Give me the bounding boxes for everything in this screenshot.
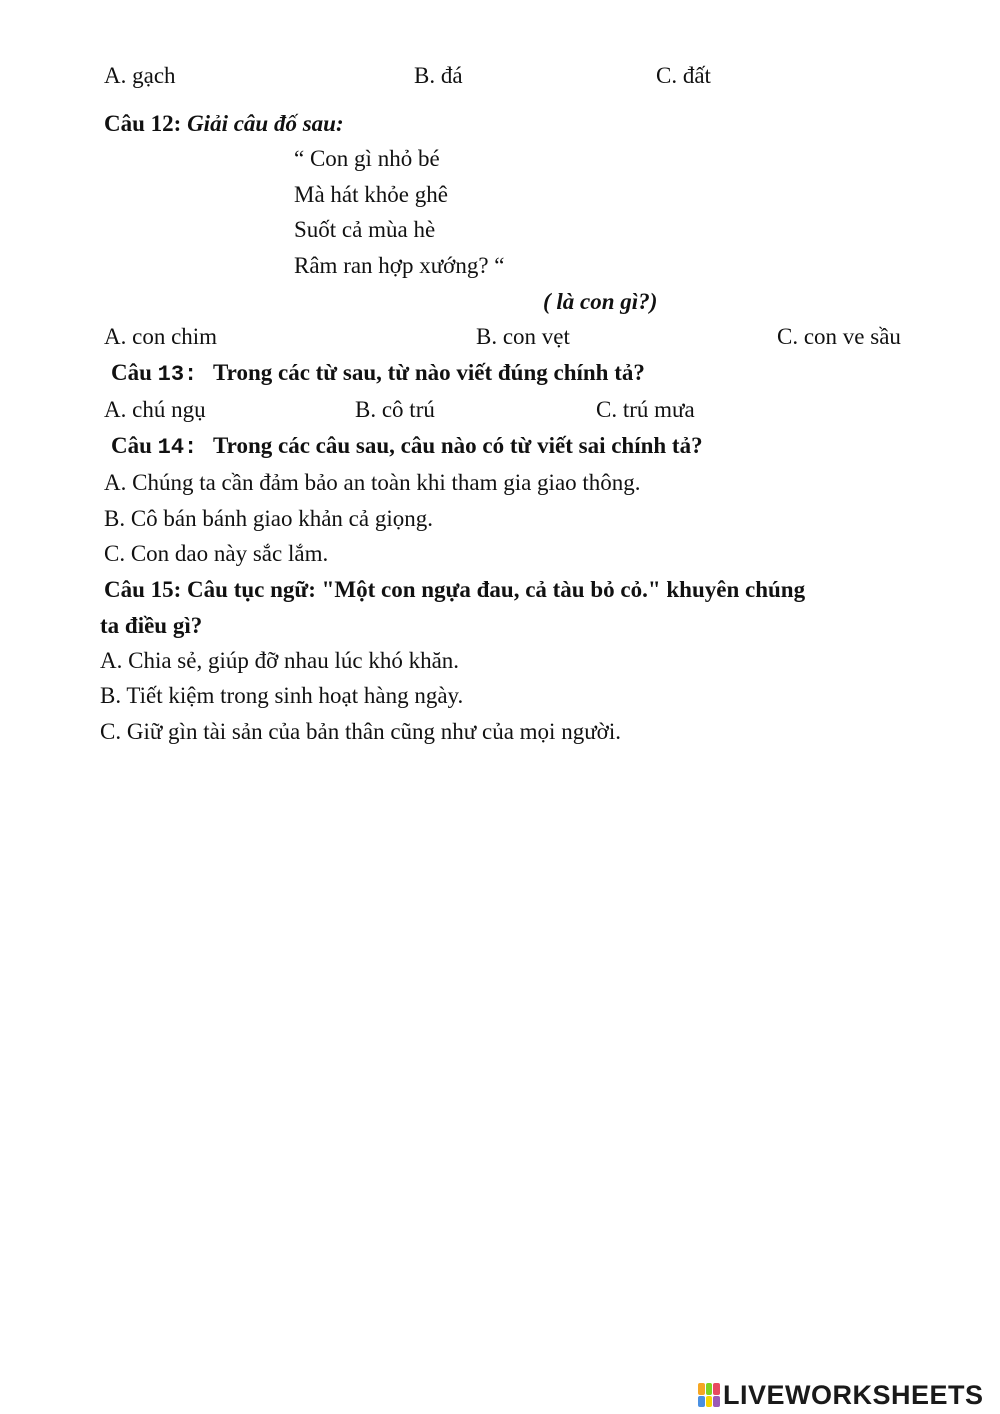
riddle-prompt: ( là con gì?): [543, 289, 658, 314]
liveworksheets-logo-icon: [698, 1383, 720, 1407]
q15-option-c[interactable]: C. Giữ gìn tài sản của bản thân cũng như của mọi người.: [100, 719, 621, 744]
q14-label: Câu: [111, 433, 152, 458]
q13-question: Trong các từ sau, từ nào viết đúng chính tả?: [213, 360, 645, 385]
q11-option-b[interactable]: B. đá: [414, 63, 463, 88]
q12-option-b[interactable]: B. con vẹt: [476, 324, 570, 349]
q12-option-a[interactable]: A. con chim: [104, 324, 218, 349]
q14-option-b[interactable]: B. Cô bán bánh giao khản cả giọng.: [104, 506, 433, 531]
logo-square: [698, 1383, 705, 1395]
riddle-line-2: Mà hát khỏe ghê: [294, 182, 448, 207]
q14-number: 14:: [157, 435, 198, 460]
logo-square: [698, 1396, 705, 1408]
q13-option-a[interactable]: A. chú ngụ: [104, 397, 206, 422]
q14-option-a[interactable]: A. Chúng ta cần đảm bảo an toàn khi tham gia giao thông.: [104, 470, 641, 495]
q13-option-c[interactable]: C. trú mưa: [596, 397, 695, 422]
logo-square: [706, 1383, 713, 1395]
q11-option-a[interactable]: A. gạch: [104, 63, 176, 88]
q15-question-line-1: Câu 15: Câu tục ngữ: "Một con ngựa đau, cả tàu bỏ cỏ." khuyên chúng: [104, 577, 806, 602]
logo-square: [713, 1396, 720, 1408]
q15-question-line-2: ta điều gì?: [100, 613, 203, 638]
liveworksheets-logo[interactable]: [698, 1380, 984, 1410]
logo-square: [713, 1383, 720, 1395]
q13-option-b[interactable]: B. cô trú: [355, 397, 435, 422]
liveworksheets-brand: LIVEWORKSHEETS: [723, 1379, 984, 1410]
q14-question: Trong các câu sau, câu nào có từ viết sai chính tả?: [213, 433, 703, 458]
q14-option-c[interactable]: C. Con dao này sắc lắm.: [104, 541, 329, 566]
riddle-line-4: Râm ran hợp xướng? “: [294, 253, 505, 278]
q11-option-c[interactable]: C. đất: [656, 63, 711, 88]
q12-title: Giải câu đố sau:: [187, 111, 344, 136]
q12-option-c[interactable]: C. con ve sầu: [777, 324, 901, 349]
riddle-line-1: “ Con gì nhỏ bé: [294, 146, 440, 171]
q13-label: Câu: [111, 360, 152, 385]
q13-number: 13:: [157, 362, 198, 387]
riddle-line-3: Suốt cả mùa hè: [294, 217, 436, 242]
q12-heading: [104, 112, 344, 135]
q15-option-b[interactable]: B. Tiết kiệm trong sinh hoạt hàng ngày.: [100, 683, 464, 708]
q15-option-a[interactable]: A. Chia sẻ, giúp đỡ nhau lúc khó khăn.: [100, 648, 460, 673]
q12-label: Câu 12:: [104, 111, 182, 136]
q14-heading: [111, 434, 703, 459]
q13-heading: [111, 361, 645, 386]
logo-square: [706, 1396, 713, 1408]
